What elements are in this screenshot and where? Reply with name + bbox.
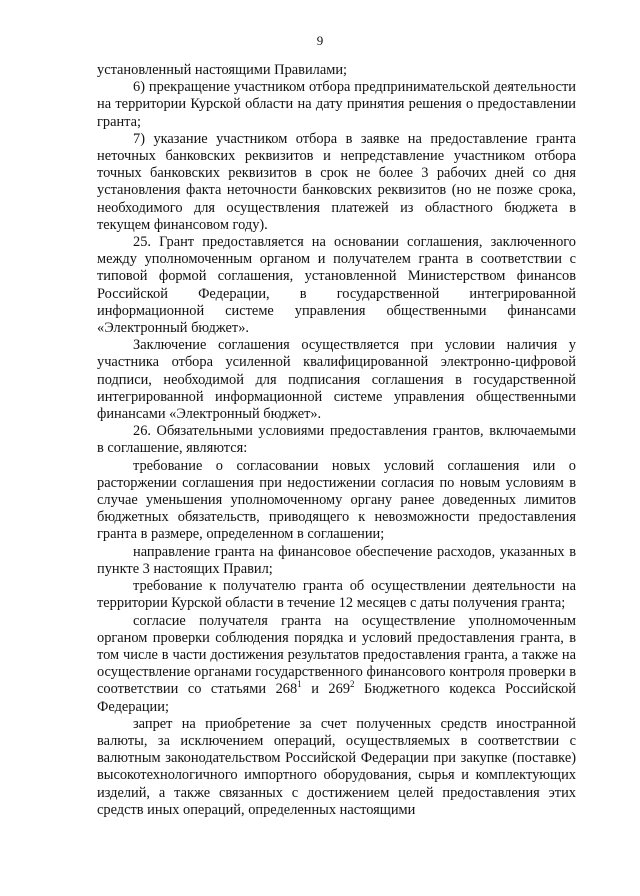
document-body	[97, 62, 576, 819]
paragraph-signature-condition: Заключение соглашения осуществляется при условии наличия у участника отбора усиленной квалифицированной электронно-цифровой подписи, необходимой для подписания соглашения в государственной интегрированной информационной системе управления общественными финансами «Электронный бюджет».	[97, 337, 576, 423]
superscript-1: 1	[297, 679, 302, 690]
paragraph-condition-expenses: направление гранта на финансовое обеспечение расходов, указанных в пункте 3 настоящих Правил;	[97, 543, 576, 577]
paragraph-condition-renegotiation: требование о согласовании новых условий соглашения или о расторжении соглашения при недостижении согласия по новым условиям в случае уменьшения уполномоченному органу ранее доведенных лимитов бюджетных обязательств, приводящего к невозможности предоставления гранта в размере, определенном в соглашении;	[97, 457, 576, 543]
paragraph-continuation: установленный настоящими Правилами;	[97, 62, 348, 78]
paragraph-condition-audit	[97, 613, 576, 716]
audit-text-middle: и 269	[301, 681, 351, 698]
paragraph-condition-activity: требование к получателю гранта об осуществлении деятельности на территории Курской области в течение 12 месяцев с даты получения гранта;	[97, 578, 576, 612]
paragraph-clause-25: 25. Грант предоставляется на основании соглашения, заключенного между уполномоченным органом и получателем гранта в соответствии с типовой формой соглашения, установленной Министерством финансов Российской Федерации, в государственной интегрированной информационной системе управления общественными финансами «Электронный бюджет».	[97, 234, 576, 337]
page-number: 9	[316, 33, 324, 48]
paragraph-clause-26: 26. Обязательными условиями предоставления грантов, включаемыми в соглашение, являются:	[97, 423, 576, 457]
superscript-2: 2	[350, 679, 355, 690]
paragraph-condition-currency: запрет на приобретение за счет полученных средств иностранной валюты, за исключением операций, осуществляемых в соответствии с валютным законодательством Российской Федерации при закупке (поставке) высокотехнологичного импортного оборудования, сырья и комплектующих изделий, а также связанных с достижением целей предоставления этих средств иных операций, определенных настоящими	[97, 715, 576, 818]
paragraph-item-7: 7) указание участником отбора в заявке на предоставление гранта неточных банковских реквизитов и непредставление участником отбора точных банковских реквизитов в срок не более 3 рабочих дней со дня установления факта неточности банковских реквизитов (но не позже срока, необходимого для осуществления платежей из областного бюджета в текущем финансовом году).	[97, 130, 576, 233]
audit-text-start: согласие получателя гранта на осуществление уполномоченным органом проверки соблюдения порядка и условий предоставления гранта, в том числе в части достижения результатов предоставления гранта, а также на осуществление органами государственного финансового контроля проверки в соответствии со статьями 268	[97, 612, 576, 698]
paragraph-item-6: 6) прекращение участником отбора предпринимательской деятельности на территории Курской области на дату принятия решения о предоставлении гранта;	[97, 79, 576, 130]
audit-text-end: Бюджетного кодекса Российской Федерации;	[97, 681, 576, 715]
